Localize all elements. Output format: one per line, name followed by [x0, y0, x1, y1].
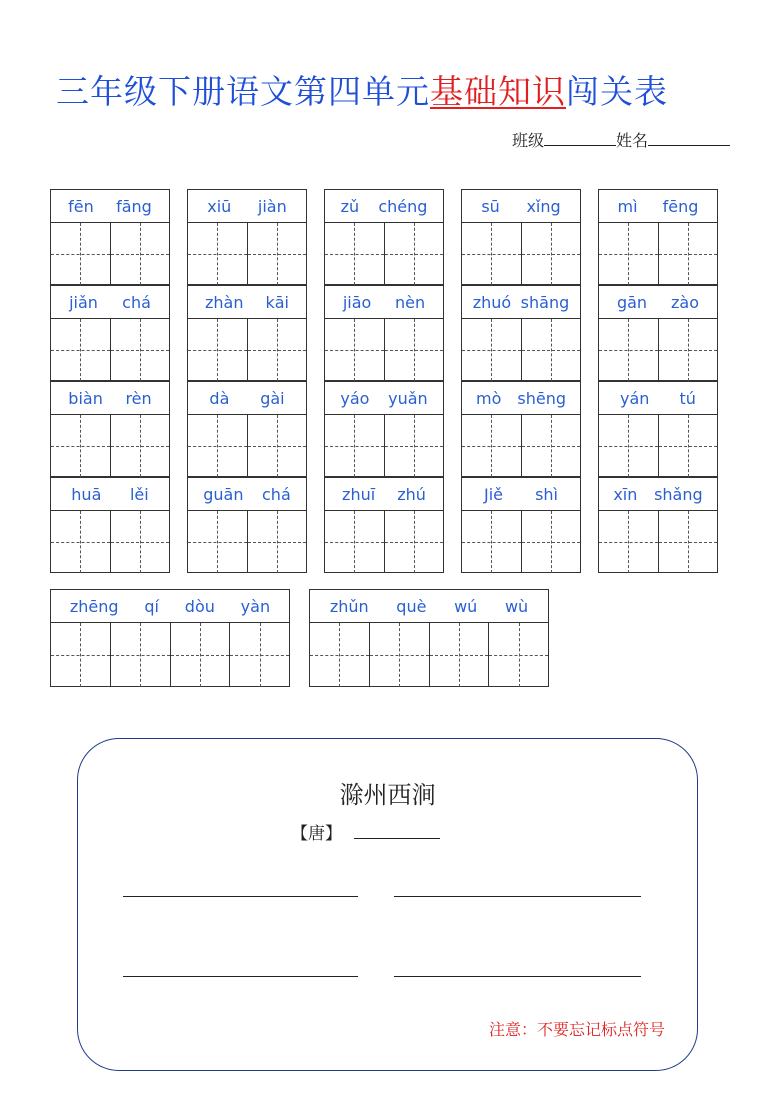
- poem-title: 滁州西涧: [339, 781, 436, 809]
- writing-cell[interactable]: [111, 623, 171, 687]
- page-title: [56, 66, 668, 113]
- writing-cell[interactable]: [522, 511, 581, 573]
- poem-author-line: [291, 819, 440, 844]
- pinyin-label: biàn rèn: [51, 382, 169, 415]
- word-box: [50, 189, 170, 285]
- writing-cell[interactable]: [489, 623, 548, 687]
- writing-cell[interactable]: [599, 415, 659, 477]
- writing-cell[interactable]: [248, 319, 307, 381]
- poem-line-blank[interactable]: [123, 976, 358, 977]
- pinyin-grid: [50, 189, 718, 573]
- word-box: [50, 381, 170, 477]
- writing-cell[interactable]: [310, 623, 370, 687]
- pinyin-label: guān chá: [188, 478, 306, 511]
- word-box: [461, 381, 581, 477]
- class-name-line: [512, 128, 730, 151]
- pinyin-label: jiāo nèn: [325, 286, 443, 319]
- writing-cell[interactable]: [522, 319, 581, 381]
- idiom-box: [309, 589, 549, 687]
- poem-dynasty: 【唐】: [291, 824, 342, 844]
- pinyin-label: zhēng qí dòu yàn: [51, 590, 289, 623]
- writing-cell[interactable]: [385, 223, 444, 285]
- word-box: [598, 381, 718, 477]
- title-suffix: 闯关表: [566, 72, 668, 111]
- writing-cell[interactable]: [325, 223, 385, 285]
- punctuation-note: 注意：不要忘记标点符号: [488, 1020, 665, 1039]
- writing-cell[interactable]: [111, 415, 170, 477]
- word-box: [324, 189, 444, 285]
- pinyin-label: mì fēng: [599, 190, 717, 223]
- pinyin-label: mò shēng: [462, 382, 580, 415]
- writing-cell[interactable]: [111, 319, 170, 381]
- word-box: [461, 285, 581, 381]
- writing-cell[interactable]: [51, 415, 111, 477]
- word-box: [50, 285, 170, 381]
- poem-line-blank[interactable]: [394, 896, 641, 897]
- writing-cell[interactable]: [188, 319, 248, 381]
- writing-cell[interactable]: [248, 511, 307, 573]
- poem-section: [77, 738, 698, 1071]
- pinyin-label: dà gài: [188, 382, 306, 415]
- writing-cell[interactable]: [51, 223, 111, 285]
- word-box: [187, 477, 307, 573]
- word-box: [187, 285, 307, 381]
- pinyin-label: zhuó shāng: [462, 286, 580, 319]
- pinyin-label: zhǔn què wú wù: [310, 590, 548, 623]
- pinyin-label: zǔ chéng: [325, 190, 443, 223]
- writing-cell[interactable]: [522, 223, 581, 285]
- poem-line-blank[interactable]: [394, 976, 641, 977]
- word-box: [598, 285, 718, 381]
- idiom-box: [50, 589, 290, 687]
- writing-cell[interactable]: [325, 511, 385, 573]
- writing-cell[interactable]: [599, 319, 659, 381]
- word-box: [598, 189, 718, 285]
- name-blank[interactable]: [648, 129, 730, 146]
- pinyin-row: [50, 285, 718, 381]
- writing-cell[interactable]: [462, 223, 522, 285]
- pinyin-row: [50, 477, 718, 573]
- writing-cell[interactable]: [659, 415, 718, 477]
- word-box: [461, 477, 581, 573]
- name-label: 姓名: [616, 131, 649, 150]
- writing-cell[interactable]: [230, 623, 289, 687]
- pinyin-label: gān zào: [599, 286, 717, 319]
- word-box: [187, 189, 307, 285]
- writing-cell[interactable]: [462, 511, 522, 573]
- pinyin-label: zhàn kāi: [188, 286, 306, 319]
- writing-cell[interactable]: [599, 223, 659, 285]
- pinyin-label: huā lěi: [51, 478, 169, 511]
- writing-cell[interactable]: [659, 511, 718, 573]
- pinyin-row: [50, 381, 718, 477]
- writing-cell[interactable]: [248, 415, 307, 477]
- writing-cell[interactable]: [522, 415, 581, 477]
- pinyin-label: yán tú: [599, 382, 717, 415]
- word-box: [461, 189, 581, 285]
- pinyin-label: xīn shǎng: [599, 478, 717, 511]
- word-box: [324, 285, 444, 381]
- writing-cell[interactable]: [51, 319, 111, 381]
- writing-cell[interactable]: [462, 319, 522, 381]
- pinyin-label: yáo yuǎn: [325, 382, 443, 415]
- writing-cell[interactable]: [188, 511, 248, 573]
- pinyin-label: jiǎn chá: [51, 286, 169, 319]
- pinyin-label: sū xǐng: [462, 190, 580, 223]
- writing-cell[interactable]: [599, 511, 659, 573]
- writing-cell[interactable]: [370, 623, 430, 687]
- pinyin-row: [50, 189, 718, 285]
- writing-cell[interactable]: [171, 623, 231, 687]
- pinyin-label: fēn fāng: [51, 190, 169, 223]
- word-box: [598, 477, 718, 573]
- writing-cell[interactable]: [188, 223, 248, 285]
- title-highlight: 基础知识: [430, 72, 566, 111]
- four-char-row: [50, 589, 549, 687]
- pinyin-label: Jiě shì: [462, 478, 580, 511]
- writing-cell[interactable]: [659, 319, 718, 381]
- title-prefix: 三年级下册语文第四单元: [56, 72, 430, 111]
- writing-cell[interactable]: [385, 511, 444, 573]
- writing-cell[interactable]: [51, 623, 111, 687]
- pinyin-label: xiū jiàn: [188, 190, 306, 223]
- writing-cell[interactable]: [659, 223, 718, 285]
- writing-cell[interactable]: [462, 415, 522, 477]
- word-box: [324, 477, 444, 573]
- word-box: [324, 381, 444, 477]
- word-box: [187, 381, 307, 477]
- pinyin-label: zhuī zhú: [325, 478, 443, 511]
- author-blank[interactable]: [354, 820, 440, 839]
- writing-cell[interactable]: [248, 223, 307, 285]
- poem-line-blank[interactable]: [123, 896, 358, 897]
- writing-cell[interactable]: [325, 415, 385, 477]
- writing-cell[interactable]: [111, 223, 170, 285]
- writing-cell[interactable]: [325, 319, 385, 381]
- writing-cell[interactable]: [385, 319, 444, 381]
- class-blank[interactable]: [544, 129, 616, 146]
- writing-cell[interactable]: [188, 415, 248, 477]
- word-box: [50, 477, 170, 573]
- writing-cell[interactable]: [51, 511, 111, 573]
- class-label: 班级: [512, 131, 545, 150]
- writing-cell[interactable]: [111, 511, 170, 573]
- writing-cell[interactable]: [385, 415, 444, 477]
- writing-cell[interactable]: [430, 623, 490, 687]
